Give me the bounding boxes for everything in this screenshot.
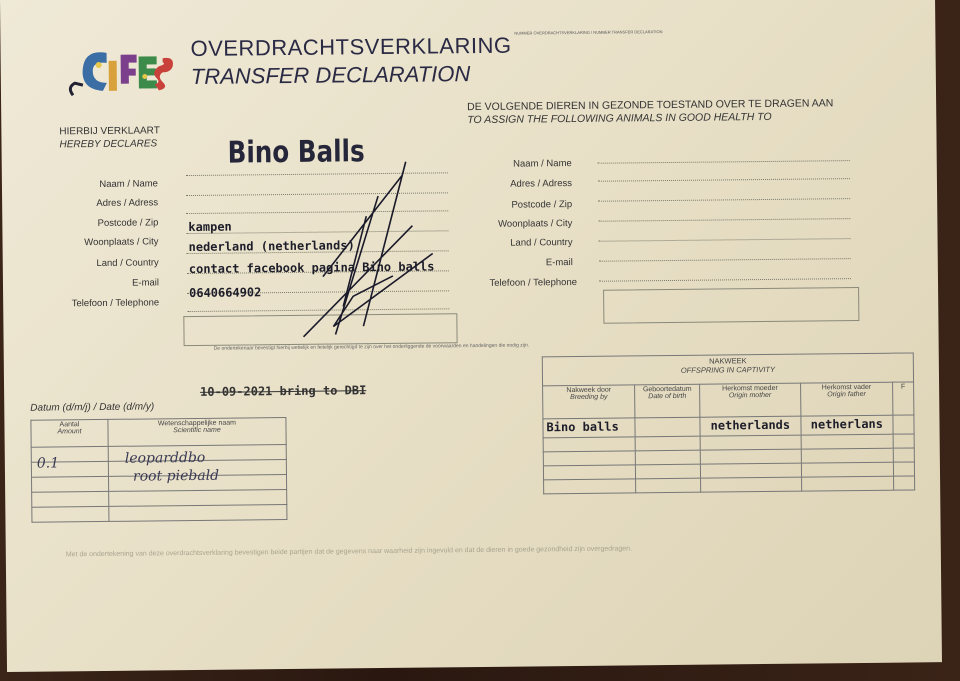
right-label-postcode: Postcode / Zip — [511, 199, 573, 211]
date-value: 10-09-2021 bring to DBI — [200, 383, 367, 399]
left-label-postcode: Postcode / Zip — [97, 217, 159, 229]
footer-fine-print: Met de ondertekening van deze overdrachtsverklaring bevestigen beide partijen dat de gegevens naar waarheid zijn ingevuld en dat de dieren in goede gezondheid zijn overgedragen. — [65, 545, 633, 559]
right-line-address — [598, 177, 850, 182]
table-row — [893, 415, 914, 434]
table-row — [544, 479, 636, 494]
right-label-city: Woonplaats / City — [498, 218, 573, 230]
amount-value: 0.1 — [36, 455, 60, 472]
table-row: Bino balls — [543, 418, 635, 438]
col-date-of-birth: Geboortedatum Date of birth — [635, 384, 700, 418]
declaration-fine-print: De ondertekenaar bevestigt hierbij wettelijk en feitelijk gerechtigd te zijn over het onderliggende de voorwaarden en handelingen die nodig zijn. — [213, 342, 530, 352]
table-row — [32, 506, 109, 522]
table-row — [32, 491, 109, 507]
col-origin-mother: Herkomst moeder Origin mother — [700, 383, 801, 417]
right-line-postcode — [598, 217, 850, 222]
right-label-telephone: Telefoon / Telephone — [489, 276, 578, 289]
left-label-email: E-mail — [131, 277, 160, 289]
table-row — [31, 476, 108, 492]
offspring-table — [542, 352, 915, 494]
recipient-signature-box — [603, 287, 859, 324]
left-label-name: Naam / Name — [99, 178, 158, 190]
right-label-name: Naam / Name — [513, 158, 572, 170]
handwritten-signature — [282, 155, 444, 347]
right-line-email — [599, 277, 851, 282]
cites-logo-icon — [62, 42, 183, 107]
document-number-label: NUMMER OVERDRACHTSVERKLARING / NUMBER TRANSFER DECLARATION — [514, 29, 663, 36]
title-english: TRANSFER DECLARATION — [190, 61, 471, 90]
right-line-country — [599, 257, 851, 262]
right-line-name — [598, 159, 850, 164]
left-label-city: Woonplaats / City — [84, 236, 159, 249]
table-row — [543, 451, 635, 466]
left-label-telephone: Telefoon / Telephone — [71, 297, 160, 310]
right-line-address2 — [598, 197, 850, 202]
date-label: Datum (d/m/j) / Date (d/m/y) — [30, 401, 155, 414]
scientific-name-value-2: root piebald — [132, 467, 220, 485]
assign-animals-heading: DE VOLGENDE DIEREN IN GEZONDE TOESTAND OVER TE DRAGEN AAN TO ASSIGN THE FOLLOWING ANIMALS IN GOOD HEALTH TO — [467, 97, 834, 127]
country-value: nederland (netherlands) — [188, 238, 355, 255]
title-dutch: OVERDRACHTSVERKLARING — [190, 32, 512, 62]
table-row — [543, 465, 635, 480]
right-label-address: Adres / Adress — [510, 178, 573, 190]
hereby-declares-heading: HIERBIJ VERKLAART HEREBY DECLARES — [59, 125, 160, 151]
email-value: contact facebook pagina Bino balls — [188, 259, 435, 277]
offspring-table-title: NAKWEEK OFFSPRING IN CAPTIVITY — [542, 353, 913, 386]
col-scientific-name: Wetenschappelijke naam Scientific name — [108, 418, 286, 447]
scientific-name-value-1: leoparddbo — [124, 449, 206, 467]
col-bred-by: Nakweek door Breeding by — [543, 385, 636, 419]
left-label-address: Adres / Adress — [96, 197, 159, 210]
table-row — [543, 437, 635, 452]
right-line-city — [599, 237, 851, 242]
left-label-country: Land / Country — [96, 257, 159, 270]
telephone-value: 0640664902 — [189, 285, 262, 301]
table-row: netherlans — [801, 415, 893, 435]
col-amount: Aantal Amount — [31, 419, 108, 447]
postcode-value: kampen — [188, 219, 232, 235]
right-label-country: Land / Country — [510, 237, 573, 249]
right-label-email: E-mail — [545, 257, 573, 269]
col-origin-father: Herkomst vader Origin father — [800, 382, 893, 416]
table-row: netherlands — [700, 416, 801, 436]
table-row — [635, 417, 700, 437]
declarant-name-value: Bino Balls — [227, 134, 365, 171]
col-sex: F — [893, 382, 914, 415]
table-row — [109, 505, 287, 522]
